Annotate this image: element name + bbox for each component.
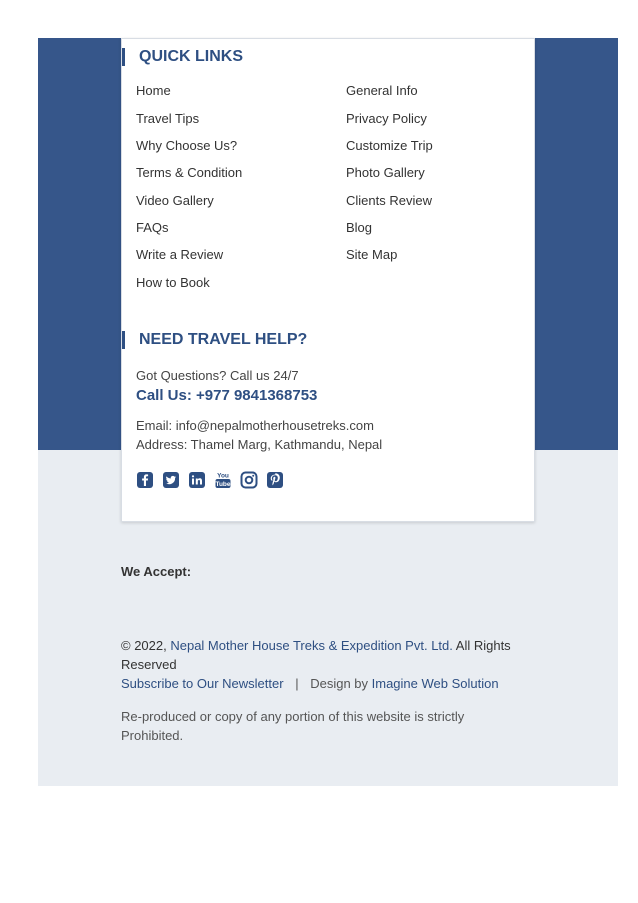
link-terms-condition[interactable]: Terms & Condition: [136, 165, 243, 180]
footer-info-card: [121, 38, 535, 522]
we-accept-label: We Accept:: [121, 564, 192, 579]
link-video-gallery[interactable]: Video Gallery: [136, 193, 214, 208]
footer-links-row: [121, 674, 521, 693]
company-name-link[interactable]: Nepal Mother House Treks & Expedition Pvt. Ltd.: [170, 638, 453, 653]
link-blog[interactable]: Blog: [346, 220, 373, 235]
link-customize-trip[interactable]: Customize Trip: [346, 138, 433, 153]
subscribe-newsletter-link[interactable]: Subscribe to Our Newsletter: [121, 676, 284, 691]
link-travel-tips[interactable]: Travel Tips: [136, 111, 200, 126]
pinterest-icon[interactable]: [266, 471, 284, 489]
svg-text:You: You: [217, 472, 229, 480]
copyright-text: [121, 636, 521, 674]
link-site-map[interactable]: Site Map: [346, 247, 398, 262]
link-general-info[interactable]: General Info: [346, 83, 418, 98]
instagram-icon[interactable]: [240, 471, 258, 489]
copy-protection-notice: Re-produced or copy of any portion of this website is strictly Prohibited.: [121, 709, 465, 743]
link-clients-review[interactable]: Clients Review: [346, 193, 432, 208]
help-questions-text: Got Questions? Call us 24/7: [136, 368, 299, 383]
link-privacy-policy[interactable]: Privacy Policy: [346, 111, 427, 126]
contact-address: Address: Thamel Marg, Kathmandu, Nepal: [136, 437, 383, 452]
designer-link[interactable]: Imagine Web Solution: [371, 676, 499, 691]
link-how-to-book[interactable]: How to Book: [136, 275, 210, 290]
link-home[interactable]: Home: [136, 83, 171, 98]
twitter-icon[interactable]: [162, 471, 180, 489]
svg-text:Tube: Tube: [215, 481, 231, 488]
link-faqs[interactable]: FAQs: [136, 220, 169, 235]
linkedin-icon[interactable]: [188, 471, 206, 489]
rights-reserved-text: All Rights Reserved: [121, 638, 511, 672]
call-us-phone-link[interactable]: Call Us: +977 9841368753: [136, 387, 318, 404]
quick-links-title: QUICK LINKS: [122, 48, 243, 66]
facebook-icon[interactable]: [136, 471, 154, 489]
footer-separator: |: [295, 676, 299, 691]
copyright-prefix: © 2022,: [121, 638, 171, 653]
link-photo-gallery[interactable]: Photo Gallery: [346, 165, 425, 180]
link-why-choose-us[interactable]: Why Choose Us?: [136, 138, 238, 153]
design-by-label: Design by: [310, 676, 372, 691]
travel-help-title: NEED TRAVEL HELP?: [122, 331, 307, 349]
social-icons-row: [136, 471, 284, 489]
youtube-icon[interactable]: [214, 471, 232, 489]
link-write-review[interactable]: Write a Review: [136, 247, 224, 262]
contact-email-link[interactable]: Email: info@nepalmotherhousetreks.com: [136, 418, 374, 433]
